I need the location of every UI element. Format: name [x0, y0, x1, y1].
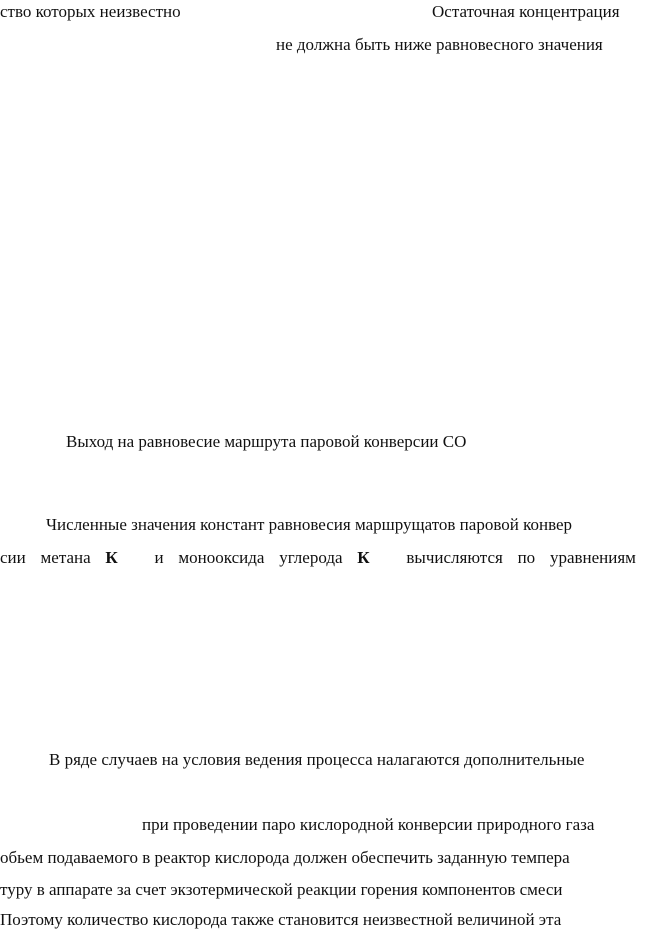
word: вычисляются [406, 548, 503, 567]
text-line: Численные значения констант равновесия маршрущатов паровой конвер [46, 515, 573, 534]
text-line [0, 2, 181, 22]
text-line: Поэтому количество кислорода также становится неизвестной величиной эта [0, 910, 562, 929]
text-line: туру в аппарате за счет экзотермической реакции горения компонентов смеси [0, 880, 563, 899]
equilibrium-constant-symbol: К [105, 548, 118, 567]
word: углерода [279, 548, 343, 567]
text-fragment: ство которых неизвестно [0, 2, 181, 21]
word: уравнениям [549, 548, 636, 567]
text-line: обьем подаваемого в реактор кислорода должен обеспечить заданную темпера [0, 848, 570, 867]
text-line: не должна быть ниже равновесного значения [276, 35, 603, 54]
text-line [432, 2, 620, 22]
word: по [517, 548, 536, 567]
section-heading: Выход на равновесие маршрута паровой конверсии СО [66, 432, 467, 451]
text-line: В ряде случаев на условия ведения процесса налагаются дополнительные [49, 750, 585, 769]
word: монооксида [178, 548, 265, 567]
text-line [0, 548, 636, 568]
word: сии [0, 548, 26, 567]
text-fragment: Остаточная концентрация [432, 2, 620, 21]
word: метана [40, 548, 91, 567]
text-line: при проведении паро кислородной конверсии природного газа [142, 815, 595, 834]
equilibrium-constant-symbol: К [357, 548, 370, 567]
word: и [154, 548, 164, 567]
